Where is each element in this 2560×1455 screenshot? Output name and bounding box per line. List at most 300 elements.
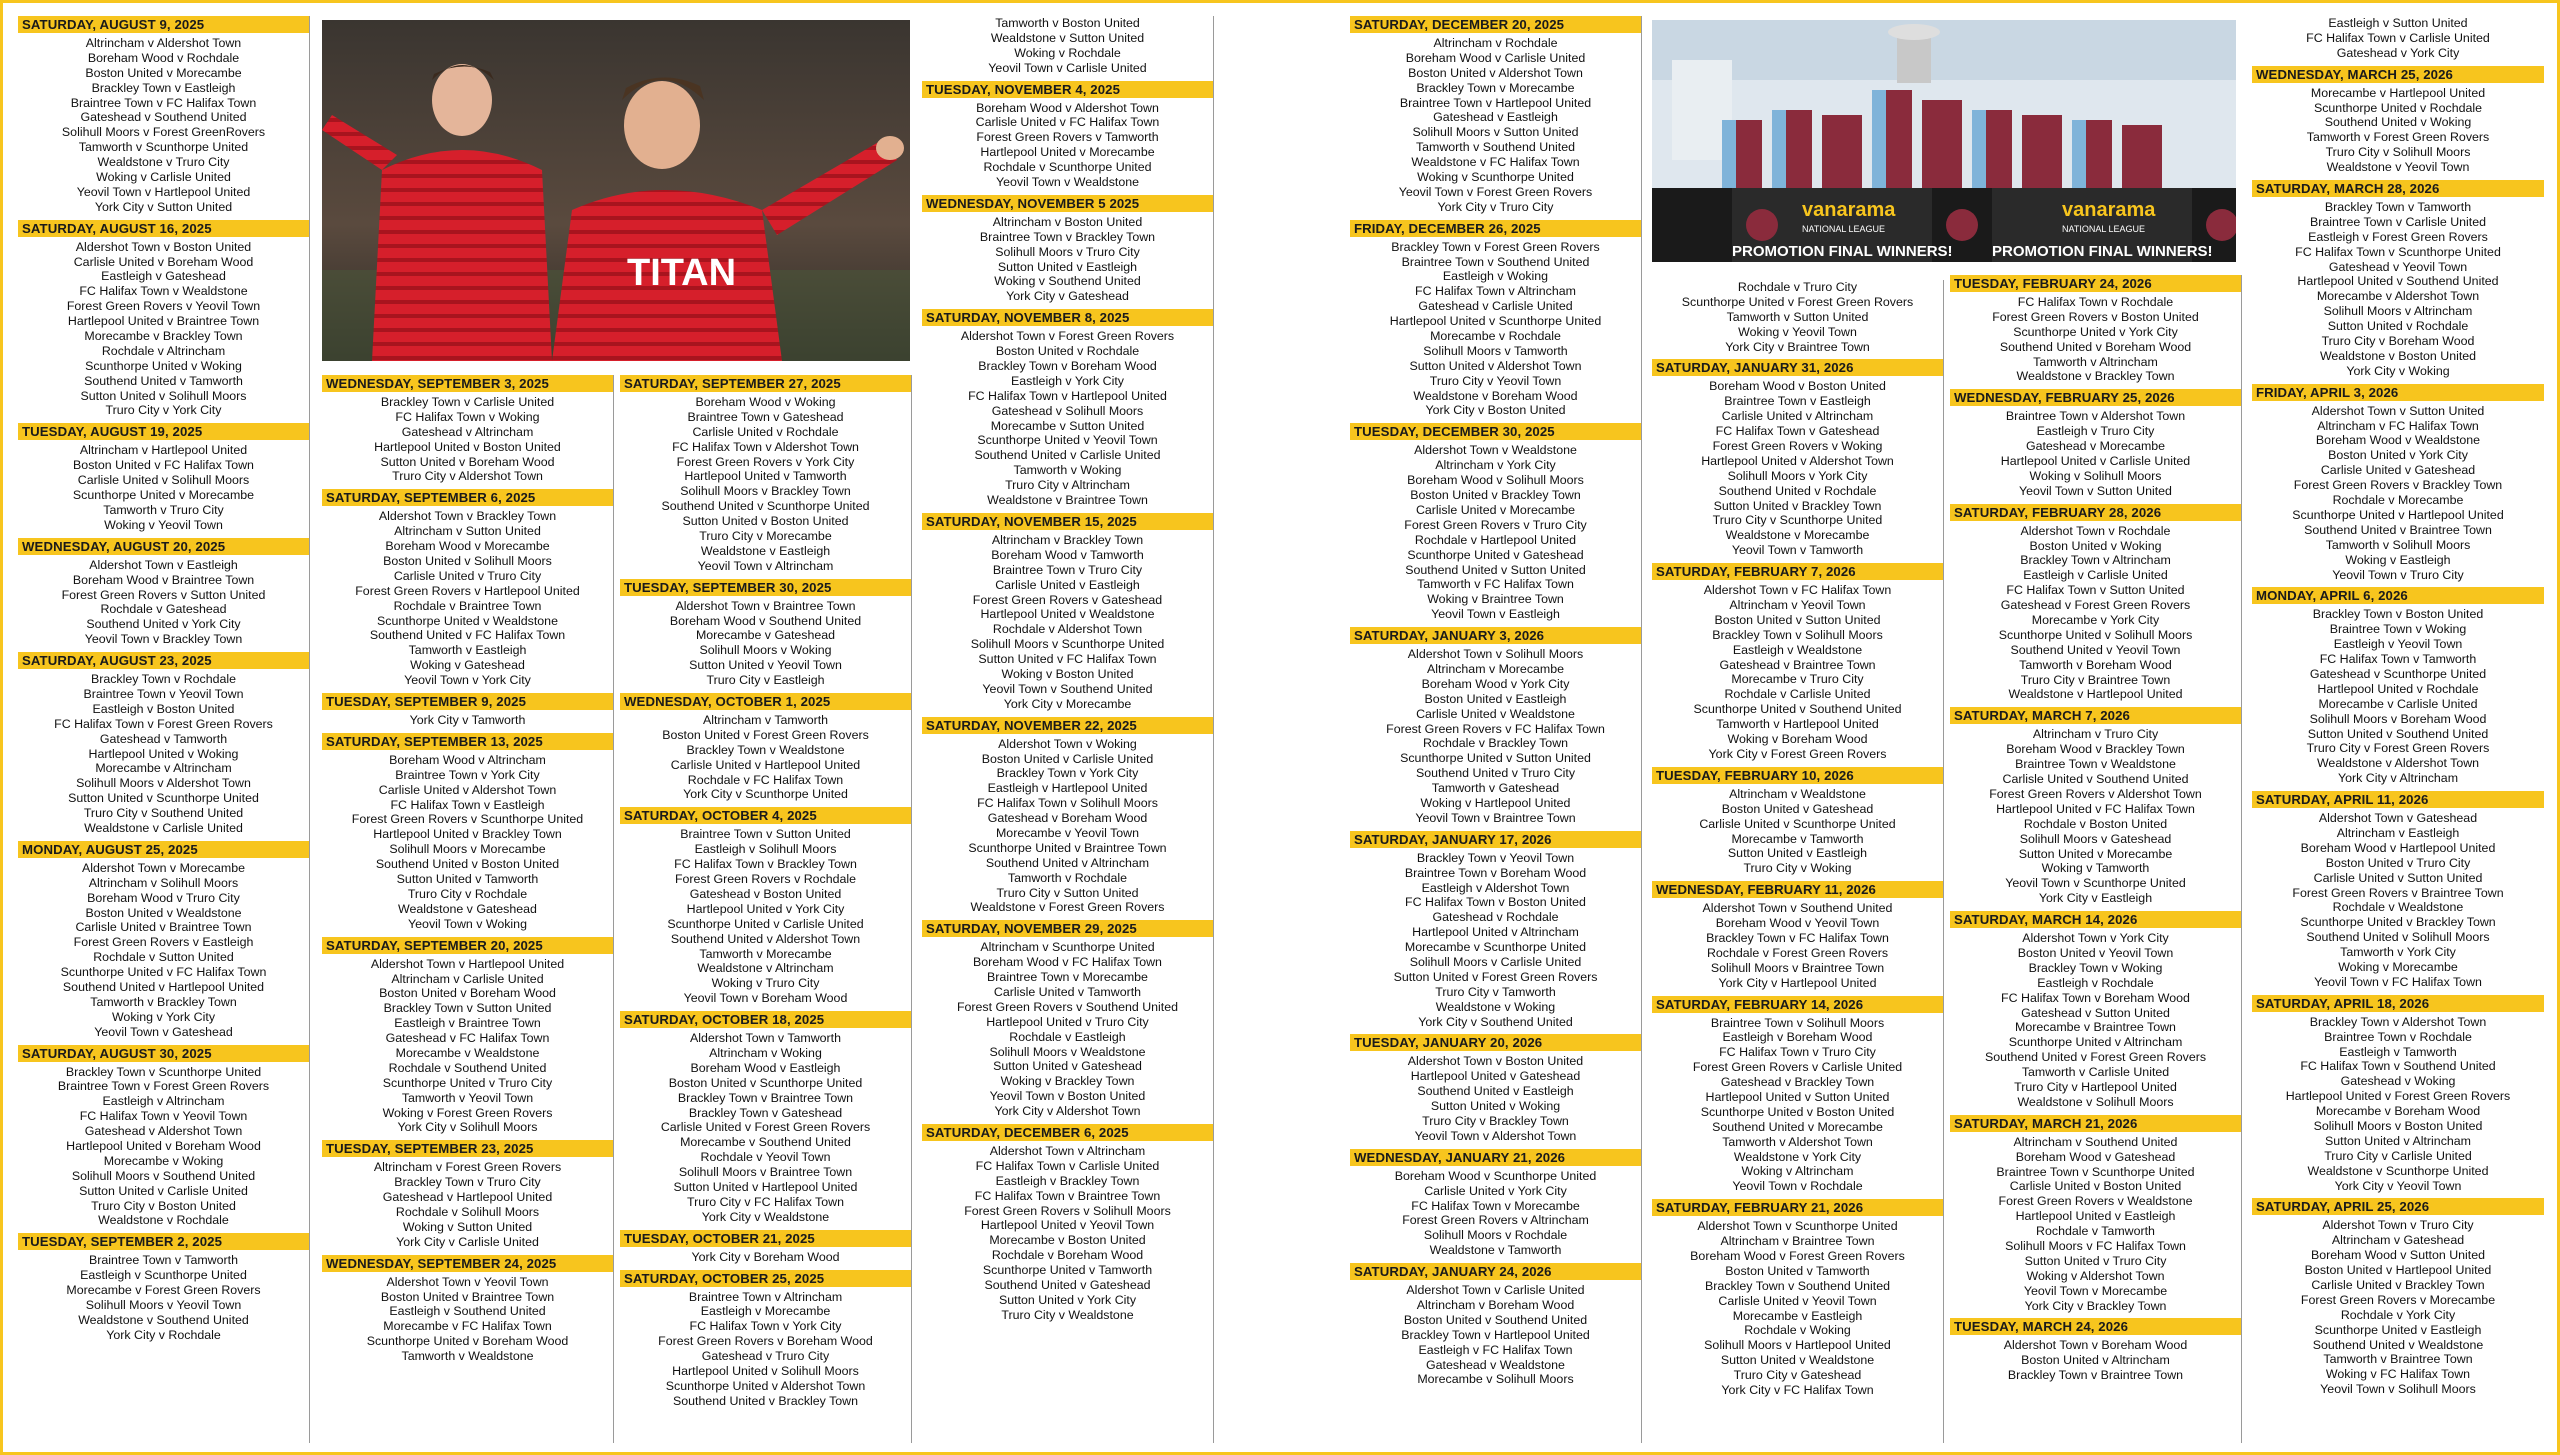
fixture-match: Scunthorpe United v Yeovil Town (977, 433, 1158, 448)
fixture-match: Southend United v Truro City (1415, 766, 1576, 781)
fixture-match: Wealdstone v Truro City (97, 155, 230, 170)
fixture-date-block (1652, 359, 1943, 558)
fixture-match: Aldershot Town v York City (2022, 931, 2169, 946)
fixture-match: Forest Green Rovers v Yeovil Town (66, 299, 261, 314)
fixture-match: Rochdale v Scunthorpe United (983, 160, 1152, 175)
fixture-match: Wealdstone v Braintree Town (987, 493, 1148, 508)
fixture-match: Woking v Eastleigh (2345, 552, 2451, 567)
fixture-match: Truro City v Brackley Town (1422, 1114, 1569, 1128)
fixture-date-block (18, 841, 309, 1040)
fixture-match: Boreham Wood v Gateshead (2015, 1149, 2176, 1164)
fixture-match: Aldershot Town v Woking (998, 736, 1137, 751)
sponsor-board-text-2: vanarama (2062, 199, 2156, 221)
fixture-date-header: MONDAY, AUGUST 25, 2025 (18, 841, 309, 858)
fixture-match: Altrincham v FC Halifax Town (2317, 418, 2479, 433)
fixture-match: Morecambe v Truro City (1731, 672, 1864, 687)
fixture-match: Braintree Town v York City (395, 767, 540, 782)
fixture-match: Altrincham v Carlisle United (391, 971, 544, 986)
fixture-match: Truro City v Boreham Wood (2321, 334, 2475, 349)
fixture-date-header: SATURDAY, AUGUST 9, 2025 (18, 16, 309, 33)
fixture-match: Aldershot Town v Southend United (1702, 901, 1893, 916)
fixture-match: Boreham Wood v Hartlepool United (2300, 840, 2496, 855)
fixture-date-block (1350, 16, 1641, 215)
fixture-match: Tamworth v Forest Green Rovers (2306, 130, 2490, 145)
fixture-date-block (18, 652, 309, 836)
fixture-match: Braintree Town v Tamworth (89, 1253, 238, 1268)
fixture-match: Truro City v Yeovil Town (1429, 373, 1562, 388)
fixture-match: Hartlepool United v Wealdstone (980, 607, 1155, 622)
fixture-match: Boston United v Carlisle United (981, 751, 1154, 766)
fixture-date-header: SATURDAY, MARCH 7, 2026 (1950, 707, 2241, 724)
fixture-match: Woking v Morecambe (2338, 959, 2458, 974)
fixture-match: Brackley Town v Yeovil Town (1416, 850, 1575, 865)
fixture-match: Gateshead v Hartlepool United (382, 1190, 553, 1205)
fixture-match: FC Halifax Town v Braintree Town (974, 1188, 1161, 1203)
fixture-match: Solihull Moors v Boston United (2313, 1119, 2483, 1133)
fixture-match: Tamworth v Gateshead (1431, 781, 1560, 796)
fixture-match: Tamworth v Boston United (995, 16, 1140, 30)
fixture-match: Rochdale v Altrincham (101, 343, 226, 358)
fixture-match: Altrincham v Solihull Moors (88, 875, 239, 890)
fixture-match: Eastleigh v Boston United (92, 701, 235, 716)
fixture-match: Scunthorpe United v Southend United (1693, 702, 1902, 717)
fixture-match: Eastleigh v Rochdale (2037, 975, 2154, 990)
fixture-match: Yeovil Town v FC Halifax Town (2314, 974, 2482, 989)
fixture-match: Eastleigh v Southend United (389, 1304, 546, 1319)
fixture-date-header: WEDNESDAY, NOVEMBER 5 2025 (922, 195, 1213, 212)
fixture-date-header: MONDAY, APRIL 6, 2026 (2252, 587, 2544, 604)
fixture-match: Wealdstone v FC Halifax Town (1411, 155, 1580, 170)
fixture-match: Hartlepool United v Aldershot Town (1701, 453, 1894, 468)
fixture-date-block (620, 1270, 911, 1409)
fixture-match: Southend United v Aldershot Town (670, 931, 861, 946)
fixture-match: Solihull Moors v Brackley Town (680, 484, 851, 499)
fixture-match: Braintree Town v Scunthorpe United (1996, 1164, 2195, 1179)
fixture-match: Eastleigh v Truro City (2036, 424, 2155, 439)
fixture-match: FC Halifax Town v Eastleigh (390, 797, 545, 812)
fixture-date-block (2252, 791, 2544, 990)
fixture-match: Sutton United v Scunthorpe United (68, 791, 259, 806)
fixture-match: Brackley Town v Boreham Wood (978, 359, 1157, 374)
fixture-match: Morecambe v Braintree Town (2015, 1020, 2176, 1035)
fixture-match: Eastleigh v Altrincham (102, 1094, 225, 1109)
fixture-match: Boston United v Brackley Town (1410, 488, 1581, 503)
fixture-match: Braintree Town v Southend United (1401, 254, 1590, 269)
fixture-match: Tamworth v Carlisle United (2021, 1065, 2170, 1080)
fixture-match: Woking v Rochdale (1014, 45, 1121, 60)
fixture-match: Southend United v Altrincham (985, 855, 1150, 870)
fixture-match: FC Halifax Town v Carlisle United (975, 1158, 1160, 1173)
fixture-match: Scunthorpe United v FC Halifax Town (60, 965, 267, 980)
fixture-match: Eastleigh v Sutton United (2328, 16, 2468, 30)
fixture-match: Braintree Town v Brackley Town (979, 229, 1156, 244)
fixture-match: Hartlepool United v Solihull Moors (672, 1363, 859, 1378)
fixture-match: Rochdale v Carlisle United (1724, 687, 1871, 702)
fixture-match: Hartlepool United v Carlisle United (2000, 454, 2191, 469)
fixture-match: Truro City v Forest Green Rovers (2306, 741, 2490, 756)
fixture-match: Brackley Town v Aldershot Town (2309, 1014, 2487, 1029)
fixture-match: Brackley Town v York City (996, 766, 1139, 781)
fixture-match: Carlisle United v Boreham Wood (73, 254, 254, 269)
fixture-match: Rochdale v Woking (1744, 1323, 1851, 1338)
fixture-column-6 (1652, 280, 1944, 1443)
fixture-match: Sutton United v Aldershot Town (1409, 358, 1582, 373)
fixture-match: Scunthorpe United v Boreham Wood (366, 1334, 569, 1349)
fixture-match: Truro City v Tamworth (1435, 984, 1556, 999)
fixture-date-header: SATURDAY, AUGUST 16, 2025 (18, 220, 309, 237)
fixture-match: Southend United v Boston United (375, 857, 560, 872)
fixture-match: Carlisle United v Hartlepool United (670, 757, 861, 772)
fixture-match: Southend United v Tamworth (84, 373, 243, 388)
fixture-date-block (2252, 180, 2544, 379)
fixture-match: Rochdale v Braintree Town (393, 598, 542, 613)
fixture-match: York City v Woking (2346, 363, 2450, 378)
fixture-match: Gateshead v Aldershot Town (84, 1124, 243, 1139)
fixture-match: Boston United v Rochdale (995, 344, 1140, 359)
fixture-match: Altrincham v Braintree Town (1720, 1234, 1875, 1249)
fixture-match: Forest Green Rovers v Rochdale (674, 872, 857, 887)
fixture-match: Forest Green Rovers v FC Halifax Town (1386, 721, 1605, 736)
fixture-match: Aldershot Town v Brackley Town (378, 509, 557, 524)
fixture-match: Solihull Moors v Yeovil Town (85, 1298, 242, 1313)
fixture-match: Boston United v Sutton United (1714, 612, 1881, 627)
fixture-match: Morecambe v Sutton United (990, 418, 1145, 433)
fixture-match: Wealdstone v Carlisle United (84, 820, 243, 835)
fixture-match: Solihull Moors v Truro City (995, 244, 1140, 259)
fixture-match: Altrincham v Gateshead (2331, 1233, 2465, 1248)
fixture-match: Brackley Town v Braintree Town (677, 1090, 854, 1105)
fixture-match: Yeovil Town v Forest Green Rovers (1398, 184, 1593, 199)
fixture-match: Gateshead v Brackley Town (1720, 1075, 1875, 1090)
fixture-date-header: SATURDAY, NOVEMBER 29, 2025 (922, 920, 1213, 937)
fixture-match: Boston United v Truro City (2325, 855, 2471, 870)
fixture-column-8 (2252, 16, 2544, 1443)
fixture-match: Truro City v Altrincham (1005, 478, 1130, 493)
fixture-match: Solihull Moors v Carlisle United (1409, 954, 1582, 969)
fixture-match: Truro City v Wealdstone (1001, 1307, 1134, 1322)
fixture-match: Gateshead v Eastleigh (1433, 110, 1558, 125)
fixture-match: Solihull Moors v York City (1727, 468, 1868, 483)
fixture-match: Carlisle United v Braintree Town (75, 920, 252, 935)
fixture-match: Brackley Town v Wealdstone (686, 742, 845, 757)
fixture-date-header: TUESDAY, SEPTEMBER 30, 2025 (620, 579, 911, 596)
fixture-match: York City v Eastleigh (2038, 891, 2153, 906)
fixture-date-header: SATURDAY, FEBRUARY 28, 2026 (1950, 504, 2241, 521)
fixture-match: Morecambe v Woking (103, 1153, 224, 1168)
fixture-match: Scunthorpe United v Wealdstone (377, 613, 558, 628)
fixture-match: Southend United v Woking (2324, 115, 2472, 130)
fixture-match: Rochdale v Solihull Moors (395, 1204, 540, 1219)
fixture-match: Wealdstone v Forest Green Rovers (970, 900, 1165, 915)
trophy-celebration-photo (1652, 20, 2236, 262)
fixture-match: Brackley Town v Scunthorpe United (65, 1064, 262, 1079)
shirt-sponsor-text: TITAN (627, 252, 737, 294)
fixture-date-block (1350, 831, 1641, 1030)
fixture-match: Altrincham v York City (1435, 458, 1556, 473)
fixture-match: Eastleigh v Aldershot Town (1421, 880, 1570, 895)
fixture-match: Altrincham v Southend United (2013, 1134, 2178, 1149)
fixture-match: Solihull Moors v Tamworth (1423, 343, 1568, 358)
fixture-date-header: FRIDAY, APRIL 3, 2026 (2252, 384, 2544, 401)
fixture-date-block (922, 16, 1213, 76)
fixture-date-block (1950, 275, 2241, 384)
fixture-match: Aldershot Town v Boreham Wood (2003, 1338, 2188, 1353)
fixture-match: Rochdale v Hartlepool United (1414, 532, 1577, 547)
fixture-match: York City v Gateshead (1006, 289, 1129, 304)
fixture-date-header: SATURDAY, NOVEMBER 22, 2025 (922, 717, 1213, 734)
fixture-match: FC Halifax Town v Scunthorpe United (2295, 244, 2501, 259)
fixture-match: Aldershot Town v Morecambe (82, 860, 245, 875)
sponsor-board-text: vanarama (1802, 199, 1896, 221)
fixture-match: Boston United v FC Halifax Town (73, 458, 254, 473)
fixture-match: Forest Green Rovers v Morecambe (2300, 1292, 2496, 1307)
fixture-match: Boston United v Tamworth (1725, 1263, 1870, 1278)
fixture-match: FC Halifax Town v Tamworth (2319, 652, 2477, 667)
fixture-match: Southend United v Forest Green Rovers (1984, 1050, 2207, 1065)
fixture-match: Scunthorpe United v Truro City (382, 1075, 553, 1090)
fixture-match: Forest Green Rovers v Aldershot Town (1989, 786, 2202, 801)
fixture-match: Solihull Moors v Woking (699, 643, 832, 658)
fixture-match: Solihull Moors v Morecambe (389, 842, 546, 857)
fixture-match: Aldershot Town v Eastleigh (89, 557, 238, 572)
fixture-match: Carlisle United v Boston United (2009, 1179, 2182, 1194)
fixture-match: Truro City v Rochdale (407, 886, 528, 901)
fixture-match: York City v Braintree Town (1725, 339, 1870, 354)
fixture-match: Boreham Wood v Boston United (1709, 379, 1886, 394)
fixture-match: Aldershot Town v Braintree Town (675, 598, 856, 613)
fixture-match: Southend United v Eastleigh (1417, 1084, 1574, 1099)
fixture-match: Tamworth v Morecambe (699, 946, 832, 961)
fixture-match: Boston United v Boreham Wood (379, 986, 556, 1001)
fixture-date-header: SATURDAY, JANUARY 24, 2026 (1350, 1263, 1641, 1280)
fixture-match: Aldershot Town v Carlisle United (1406, 1283, 1585, 1298)
fixture-match: Wealdstone v Morecambe (1725, 528, 1870, 543)
fixture-match: Morecambe v Brackley Town (84, 329, 243, 344)
fixture-match: Tamworth v Wealdstone (401, 1349, 534, 1364)
fixture-match: Carlisle United v Yeovil Town (1718, 1293, 1877, 1308)
fixture-match: Solihull Moors v Altrincham (2323, 304, 2473, 319)
fixture-match: Yeovil Town v Southend United (982, 681, 1153, 696)
fixture-date-header: SATURDAY, SEPTEMBER 13, 2025 (322, 733, 613, 750)
fixture-match: Boreham Wood v Eastleigh (690, 1060, 841, 1075)
fixture-match: Wealdstone v Gateshead (398, 901, 537, 916)
fixture-match: York City v Tamworth (409, 713, 526, 728)
fixture-match: Aldershot Town v Rochdale (2020, 523, 2171, 538)
fixture-match: Aldershot Town v Scunthorpe United (1697, 1219, 1898, 1234)
fixture-match: Brackley Town v Tamworth (2324, 200, 2472, 215)
fixture-match: Sutton United v Hartlepool United (673, 1179, 858, 1194)
fixture-match: Eastleigh v Woking (1442, 269, 1549, 284)
fixture-match: Braintree Town v Yeovil Town (83, 686, 244, 701)
fixture-match: Southend United v Hartlepool United (62, 979, 265, 994)
fixture-date-block (2252, 66, 2544, 175)
fixture-match: York City v Altrincham (2337, 771, 2459, 786)
fixture-match: Southend United v Wealdstone (2312, 1337, 2484, 1352)
fixture-match: Aldershot Town v Forest Green Rovers (960, 329, 1175, 344)
fixture-match: Brackley Town v Sutton United (383, 1001, 552, 1016)
fixture-match: Wealdstone v Boreham Wood (1413, 388, 1578, 403)
fixture-match: Morecambe v FC Halifax Town (383, 1319, 552, 1334)
fixture-match: Scunthorpe United v Brackley Town (2300, 915, 2496, 930)
fixture-match: Aldershot Town v Yeovil Town (386, 1274, 549, 1289)
fixture-date-header: TUESDAY, SEPTEMBER 9, 2025 (322, 693, 613, 710)
fixture-match: Brackley Town v Southend United (1704, 1278, 1891, 1293)
fixture-match: York City v Sutton United (94, 199, 233, 214)
fixture-match: Braintree Town v Forest Green Rovers (57, 1079, 270, 1094)
fixture-date-header: TUESDAY, OCTOBER 21, 2025 (620, 1230, 911, 1247)
fixture-match: Morecambe v Hartlepool United (2310, 85, 2486, 100)
fixture-match: Boston United v Forest Green Rovers (662, 727, 869, 742)
fixture-match: York City v Scunthorpe United (683, 787, 848, 802)
fixture-match: Boston United v Braintree Town (380, 1289, 555, 1304)
fixture-date-block (1350, 627, 1641, 826)
fixture-match: Yeovil Town v Sutton United (2019, 483, 2172, 498)
fixture-match: Altrincham v Boston United (992, 214, 1143, 229)
fixture-date-block (322, 733, 613, 932)
fixture-match: Hartlepool United v Rochdale (2317, 681, 2479, 696)
fixture-date-block (620, 579, 911, 688)
league-board-text: NATIONAL LEAGUE (1802, 224, 1886, 234)
fixture-date-header: TUESDAY, DECEMBER 30, 2025 (1350, 423, 1641, 440)
fixture-date-header: SATURDAY, OCTOBER 18, 2025 (620, 1011, 911, 1028)
fixture-match: York City v Southend United (1418, 1014, 1573, 1029)
fixture-date-block (922, 717, 1213, 916)
fixture-match: FC Halifax Town v Altrincham (1415, 284, 1576, 299)
fixture-match: Carlisle United v Forest Green Rovers (660, 1120, 871, 1135)
fixture-match: Braintree Town v Aldershot Town (2005, 409, 2186, 424)
fixture-match: Truro City v Sutton United (996, 885, 1139, 900)
fixture-match: Woking v Altrincham (1741, 1164, 1854, 1179)
fixture-match: Tamworth v Southend United (1415, 140, 1576, 155)
fixture-match: Eastleigh v Yeovil Town (2333, 637, 2463, 652)
fixture-match: Wealdstone v Southend United (78, 1312, 249, 1327)
fixture-match: Truro City v Scunthorpe United (1712, 513, 1883, 528)
fixture-match: Gateshead v Southend United (80, 110, 247, 125)
fixture-match: Solihull Moors v Forest GreenRovers (61, 125, 266, 140)
fixture-match: Scunthorpe United v Carlisle United (667, 916, 864, 931)
fixture-date-block (1652, 881, 1943, 990)
fixture-match: Rochdale v Truro City (1737, 280, 1858, 294)
fixture-match: Sutton United v Gateshead (993, 1059, 1142, 1074)
fixture-match: FC Halifax Town v York City (689, 1319, 842, 1334)
fixture-match: Hartlepool United v Morecambe (980, 145, 1155, 160)
fixture-match: Boston United v Southend United (1403, 1312, 1588, 1327)
fixture-match: Gateshead v Woking (2340, 1074, 2456, 1089)
fixture-match: Altrincham v Forest Green Rovers (373, 1160, 562, 1175)
fixture-match: Gateshead v Solihull Moors (991, 403, 1144, 418)
fixture-date-block (922, 81, 1213, 190)
fixture-date-header: WEDNESDAY, AUGUST 20, 2025 (18, 538, 309, 555)
fixture-match: Forest Green Rovers v Gateshead (972, 592, 1163, 607)
fixture-match: Boreham Wood v Yeovil Town (1715, 916, 1880, 931)
fixture-match: Wealdstone v Rochdale (98, 1213, 229, 1228)
fixture-match: York City v Truro City (1437, 199, 1554, 214)
fixture-match: Wealdstone v Eastleigh (700, 543, 831, 558)
fixture-match: York City v Hartlepool United (1718, 975, 1877, 990)
fixture-date-header: TUESDAY, SEPTEMBER 2, 2025 (18, 1233, 309, 1250)
fixture-date-block (1350, 423, 1641, 622)
fixture-match: Boston United v Hartlepool United (2304, 1263, 2492, 1278)
fixture-match: FC Halifax Town v Forest Green Rovers (54, 716, 273, 731)
fixture-column-3 (620, 375, 912, 1443)
fixture-date-header: SATURDAY, SEPTEMBER 20, 2025 (322, 937, 613, 954)
fixture-date-header: SATURDAY, OCTOBER 25, 2025 (620, 1270, 911, 1287)
fixture-match: Scunthorpe United v Braintree Town (968, 840, 1167, 855)
fixture-match: Carlisle United v Eastleigh (995, 577, 1140, 592)
fixture-match: Sutton United v Solihull Moors (80, 388, 247, 403)
fixture-match: Truro City v Southend United (83, 806, 244, 821)
fixture-date-header: TUESDAY, JANUARY 20, 2026 (1350, 1034, 1641, 1051)
fixture-column-2 (322, 375, 614, 1443)
fixture-date-header: SATURDAY, AUGUST 30, 2025 (18, 1045, 309, 1062)
fixture-match: Sutton United v Boston United (682, 514, 849, 529)
fixture-match: Scunthorpe United v Morecambe (72, 488, 255, 503)
fixture-match: Scunthorpe United v Forest Green Rovers (1681, 294, 1914, 309)
fixture-date-block (620, 1011, 911, 1225)
fixture-match: Morecambe v Carlisle United (2318, 696, 2478, 711)
fixture-match: Forest Green Rovers v Solihull Moors (964, 1203, 1171, 1218)
fixture-match: Boreham Wood v Scunthorpe United (1394, 1168, 1597, 1183)
fixture-match: Wealdstone v Woking (1435, 999, 1556, 1014)
fixture-match: Hartlepool United v Boreham Wood (66, 1139, 261, 1153)
fixture-match: Altrincham v Brackley Town (991, 532, 1144, 547)
fixture-match: Aldershot Town v Tamworth (689, 1031, 842, 1046)
fixture-date-block (1350, 220, 1641, 419)
fixture-match: Carlisle United v FC Halifax Town (975, 115, 1160, 130)
fixture-date-block (1652, 767, 1943, 876)
fixture-match: Rochdale v Tamworth (2036, 1224, 2155, 1239)
fixture-match: Morecambe v Yeovil Town (995, 825, 1140, 840)
fixture-date-header: SATURDAY, AUGUST 23, 2025 (18, 652, 309, 669)
fixture-date-block (1652, 563, 1943, 762)
fixture-date-block (1950, 1318, 2241, 1383)
fixture-match: Morecambe v Boreham Wood (2315, 1104, 2481, 1119)
fixture-match: Boreham Wood v Forest Green Rovers (1690, 1248, 1905, 1263)
fixture-match: Carlisle United v Gateshead (2320, 463, 2476, 478)
fixture-match: Brackley Town v Hartlepool United (1401, 1327, 1590, 1342)
fixture-match: Sutton United v Yeovil Town (689, 658, 842, 673)
fixture-match: Woking v Yeovil Town (104, 517, 223, 532)
fixture-date-block (18, 423, 309, 532)
fixture-match: Truro City v Gateshead (1733, 1368, 1862, 1383)
fixture-match: Southend United v Morecambe (1712, 1119, 1883, 1134)
fixture-match: Aldershot Town v Wealdstone (1414, 443, 1577, 458)
fixture-match: Wealdstone v Altrincham (697, 961, 834, 976)
fixture-match: Solihull Moors v Braintree Town (678, 1165, 853, 1180)
fixture-match: Morecambe v Rochdale (1430, 329, 1561, 344)
fixture-match: Yeovil Town v Morecambe (2023, 1283, 2168, 1298)
fixture-match: Woking v Gateshead (410, 658, 525, 673)
fixture-match: Gateshead v Rochdale (1432, 910, 1559, 925)
fixture-match: Altrincham v Scunthorpe United (980, 940, 1155, 955)
fixture-match: Rochdale v Sutton United (93, 950, 234, 965)
fixture-match: Scunthorpe United v Hartlepool United (2292, 507, 2504, 522)
fixture-match: Scunthorpe United v Aldershot Town (665, 1378, 866, 1393)
fixture-match: Morecambe v Southend United (680, 1135, 851, 1150)
fixture-date-block (322, 937, 613, 1136)
fixture-match: Aldershot Town v Solihull Moors (1407, 647, 1584, 662)
fixture-match: Truro City v Braintree Town (2020, 672, 2171, 687)
fixture-match: Boreham Wood v York City (1421, 676, 1570, 691)
fixture-match: Gateshead v FC Halifax Town (385, 1031, 550, 1046)
fixture-match: Tamworth v Solihull Moors (2325, 537, 2471, 552)
fixture-match: Boston United v Morecambe (85, 65, 242, 80)
fixture-date-header: SATURDAY, MARCH 21, 2026 (1950, 1115, 2241, 1132)
fixture-date-block (1652, 280, 1943, 354)
fixture-match: Woking v York City (111, 1009, 216, 1024)
fixture-date-block (322, 1140, 613, 1249)
fixture-match: Brackley Town v FC Halifax Town (1706, 930, 1889, 945)
